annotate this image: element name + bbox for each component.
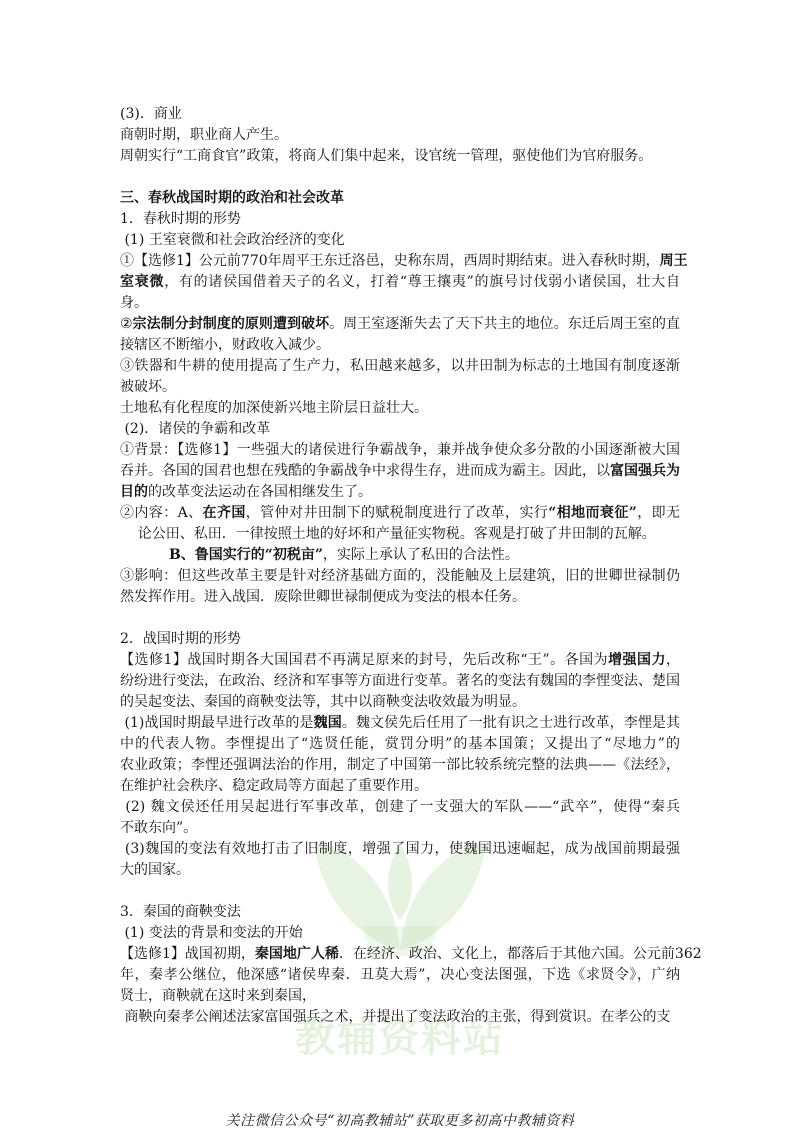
text-line	[120, 734, 680, 755]
text-line	[120, 671, 680, 692]
text-span: 然发挥作用。进入战国．废除世卿世禄制便成为变法的根本任务。	[120, 589, 526, 605]
text-line	[120, 839, 680, 860]
paragraph	[120, 146, 680, 167]
paragraph	[120, 104, 680, 125]
paragraph	[120, 125, 680, 146]
text-span: ，管仲对井田制下的赋税制度进行了改革，实行	[245, 505, 549, 521]
text-span: (1)战国时期最早进行改革的是	[120, 715, 314, 731]
paragraph	[120, 398, 680, 419]
text-span: 的改革变法运动在各国相继发生了。	[148, 484, 372, 500]
text-span: 被破坏。	[120, 379, 176, 395]
text-line	[120, 587, 680, 608]
text-line	[120, 209, 680, 230]
paragraph	[120, 209, 680, 230]
text-line	[120, 440, 680, 461]
text-span: ，	[666, 652, 680, 668]
text-span: ③铁器和牛耕的使用提高了生产力，私田越来越多，以井田制为标志的土地国有制度逐渐	[120, 358, 680, 374]
paragraph	[120, 713, 680, 797]
text-line	[120, 335, 680, 356]
text-span: 商朝时期，职业商人产生。	[120, 127, 288, 143]
text-line	[120, 314, 680, 335]
paragraph	[120, 314, 680, 356]
text-line	[120, 692, 680, 713]
text-span: 。周王室逐渐失去了天下共主的地位。东迁后周王室的直	[329, 316, 680, 332]
watermark-text: 教辅资料站	[295, 1015, 505, 1061]
text-line	[120, 104, 680, 125]
bold-text: 室衰微	[120, 274, 165, 290]
bold-text: B、鲁国实行的“初税亩”	[168, 547, 323, 563]
paragraph	[120, 440, 680, 503]
text-line	[120, 650, 680, 671]
bold-text: 三、春秋战国时期的政治和社会改革	[120, 190, 344, 206]
text-line	[120, 272, 680, 293]
text-span: (3)．商业	[120, 106, 182, 122]
bold-text: 增强国力	[608, 652, 666, 668]
text-span: 1．春秋时期的形势	[120, 211, 241, 227]
text-line	[120, 251, 688, 272]
text-line	[120, 230, 680, 251]
text-line	[120, 860, 680, 881]
text-span: 的吴起变法、秦国的商鞅变法等，其中以商鞅变法收效最为明显。	[120, 694, 526, 710]
text-span: 身。	[120, 295, 148, 311]
paragraph	[120, 419, 680, 440]
paragraph	[120, 902, 680, 923]
text-line	[120, 524, 680, 545]
text-line	[120, 818, 680, 839]
text-span: ②	[120, 316, 133, 332]
text-span: ②内容：A、	[120, 505, 203, 521]
text-line	[120, 503, 680, 524]
text-span: ，实际上承认了私田的合法性。	[322, 547, 519, 563]
text-span: ①【选修1】公元前770年周平王东迁洛邑，史称东周，西周时期结束。进入春秋时期，	[120, 253, 660, 269]
paragraph	[120, 566, 680, 608]
bold-text: 在齐国	[202, 505, 246, 521]
text-span: 农业政策；李悝还强调法治的作用，制定了中国第一部比较系统完整的法典——《法经》，	[120, 757, 680, 773]
paragraph	[120, 356, 680, 398]
bold-text: 目的	[120, 484, 148, 500]
paragraph	[120, 188, 680, 209]
text-line	[120, 293, 680, 314]
text-span: (2)．诸侯的争霸和改革	[120, 421, 271, 437]
text-line	[120, 356, 680, 377]
paragraph	[120, 230, 680, 251]
text-span: ，即无	[636, 505, 681, 521]
text-line	[120, 419, 680, 440]
blank-line	[120, 881, 680, 902]
text-span: (1) 变法的背景和变法的开始	[120, 925, 303, 941]
text-span: 3．秦国的商鞅变法	[120, 904, 241, 920]
text-span: 2．战国时期的形势	[120, 631, 241, 647]
text-line	[120, 755, 680, 776]
text-span: 中的代表人物。李悝提出了“选贤任能，赏罚分明”的基本国策；又提出了“尽地力”的	[120, 736, 680, 752]
paragraph	[120, 944, 702, 1007]
paragraph	[120, 545, 680, 566]
text-line	[120, 776, 680, 797]
paragraph	[120, 629, 680, 650]
document-body	[120, 104, 702, 1028]
text-span: 贤士，商鞅就在这时来到秦国，	[120, 988, 316, 1004]
text-line	[120, 377, 680, 398]
text-line	[120, 125, 680, 146]
text-span: 纷纷进行变法，在政治、经济和军事等方面进行变革。著名的变法有魏国的李悝变法、楚国	[120, 673, 680, 689]
text-span: 商鞅向秦孝公阐述法家富国强兵之术，并提出了变法政治的主张，得到赏识。在孝公的支	[120, 1009, 671, 1025]
text-span: 【选修1】战国时期各大国国君不再满足原来的封号，先后改称“王”。各国为	[120, 652, 609, 668]
text-span: 土地私有化程度的加深使新兴地主阶层日益壮大。	[120, 400, 428, 416]
text-span	[120, 547, 169, 563]
text-line	[120, 482, 680, 503]
text-span: 。魏文侯先后任用了一批有识之士进行改革，李悝是其	[341, 715, 681, 731]
paragraph	[120, 839, 680, 881]
text-span: 周朝实行“工商食官”政策，将商人们集中起来，设官统一管理，驱使他们为官府服务。	[120, 148, 653, 164]
text-line	[120, 797, 680, 818]
text-span: 年，秦孝公继位，他深感“诸侯卑秦．丑莫大焉”，决心变法图强，下选《求贤令》，广纳	[120, 967, 680, 983]
paragraph	[120, 650, 680, 713]
bold-text: 秦国地广人稀	[254, 946, 339, 962]
bold-text: 宗法制分封制度的原则遭到破坏	[132, 316, 330, 332]
text-line	[120, 902, 680, 923]
text-line	[120, 986, 680, 1007]
text-span: 接辖区不断缩小，财政收入减少。	[120, 337, 330, 353]
text-line	[120, 965, 680, 986]
text-span: (2) 魏文侯还任用吴起进行军事改革，创建了一支强大的军队——“武卒”，使得“秦兵	[120, 799, 680, 815]
bold-text: 魏国	[313, 715, 342, 731]
text-line	[120, 923, 680, 944]
text-line	[120, 1007, 680, 1028]
paragraph	[120, 251, 688, 314]
text-span: ，有的诸侯国借着天子的名义，打着“尊王攘夷”的旗号讨伐弱小诸侯国，壮大自	[164, 274, 681, 290]
text-line	[120, 629, 680, 650]
text-span: ①背景：【选修1】一些强大的诸侯进行争霸战争，兼并战争使众多分散的小国逐渐被大国	[120, 442, 680, 458]
text-span: ．在经济、政治、文化上，都落后于其他六国。公元前362	[338, 946, 702, 962]
bold-text: “相地而衰征”	[548, 505, 637, 521]
text-line	[120, 188, 680, 209]
paragraph	[120, 923, 680, 944]
footer-note: 关注微信公众号“初高教辅站”获取更多初高中教辅资料	[225, 1113, 575, 1129]
text-line	[120, 398, 680, 419]
text-span: 吞并。各国的国君也想在残酷的争霸战争中求得生存，进而成为霸主。因此，以	[120, 463, 610, 479]
text-span: (1) 王室衰微和社会政治经济的变化	[120, 232, 345, 248]
text-span: 大的国家。	[120, 862, 190, 878]
paragraph	[120, 797, 680, 839]
text-span: 在维护社会秩序、稳定政局等方面起了重要作用。	[120, 778, 428, 794]
text-line	[120, 545, 680, 566]
paragraph	[120, 503, 680, 545]
text-span: 不敢东向”。	[120, 820, 198, 836]
text-line	[120, 146, 680, 167]
text-span: 【选修1】战国初期，	[120, 946, 255, 962]
text-span: 论公田、私田．一律按照土地的好坏和产量征实物税。客观是打破了井田制的瓦解。	[120, 526, 656, 542]
bold-text: 周王	[659, 253, 688, 269]
paragraph	[120, 1007, 680, 1028]
text-span: (3)魏国的变法有效地打击了旧制度，增强了国力，使魏国迅速崛起，成为战国前期最强	[120, 841, 680, 857]
blank-line	[120, 608, 680, 629]
text-line	[120, 461, 680, 482]
bold-text: 富国强兵为	[610, 463, 680, 479]
text-span: ③影响：但这些改革主要是针对经济基础方面的，没能触及上层建筑，旧的世卿世禄制仍	[120, 568, 680, 584]
text-line	[120, 713, 680, 734]
text-line	[120, 944, 702, 965]
text-line	[120, 566, 680, 587]
blank-line	[120, 167, 680, 188]
